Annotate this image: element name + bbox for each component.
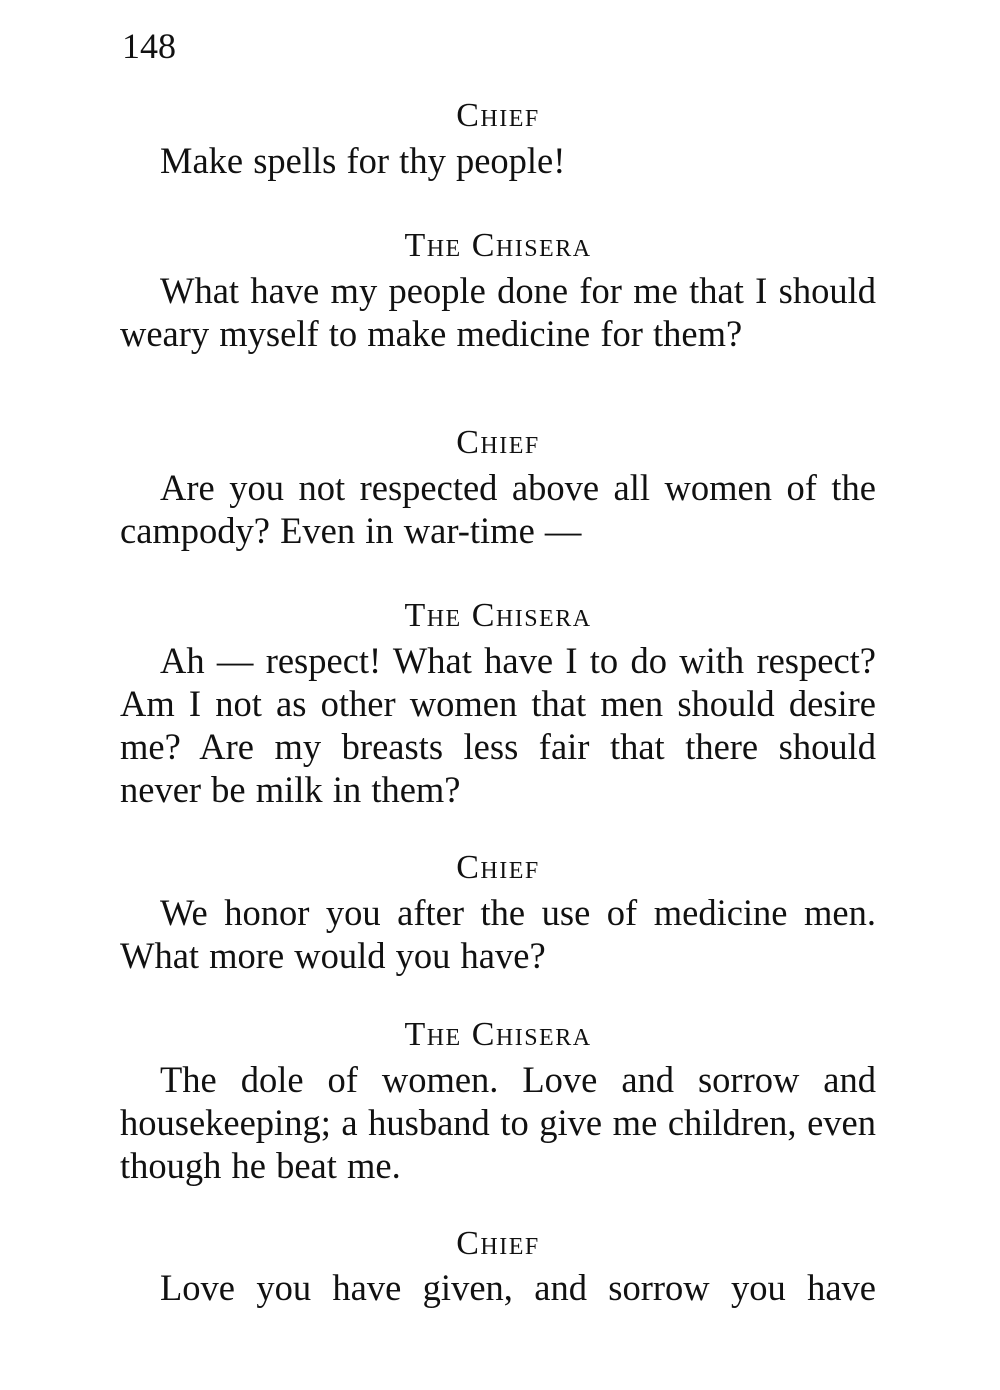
speaker-name: The Chisera: [404, 1016, 592, 1053]
speaker-name: Chief: [456, 97, 540, 134]
speaker-name: Chief: [456, 849, 540, 886]
speech-text: We honor you after the use of medicine men. What more would you have?: [120, 892, 876, 976]
speaker-name: The Chisera: [404, 227, 592, 264]
speech-text: What have my people done for me that I should weary myself to make medicine for them?: [120, 270, 876, 354]
speaker-name: Chief: [456, 424, 540, 461]
speech-text: Love you have given, and sorrow you have: [160, 1267, 876, 1308]
speech-text: Make spells for thy people!: [160, 140, 566, 181]
speech-text: The dole of women. Love and sorrow and housekeeping; a husband to give me children, even though he beat me.: [120, 1059, 876, 1186]
page-number: 148: [122, 26, 176, 66]
speaker-name: The Chisera: [404, 597, 592, 634]
speech-text: Are you not respected above all women of the campody? Even in war-time —: [120, 467, 876, 551]
speech-text: Ah — respect! What have I to do with respect? Am I not as other women that men should desire me? Are my breasts less fair that there should never be milk in them?: [120, 640, 876, 810]
speaker-name: Chief: [456, 1225, 540, 1262]
